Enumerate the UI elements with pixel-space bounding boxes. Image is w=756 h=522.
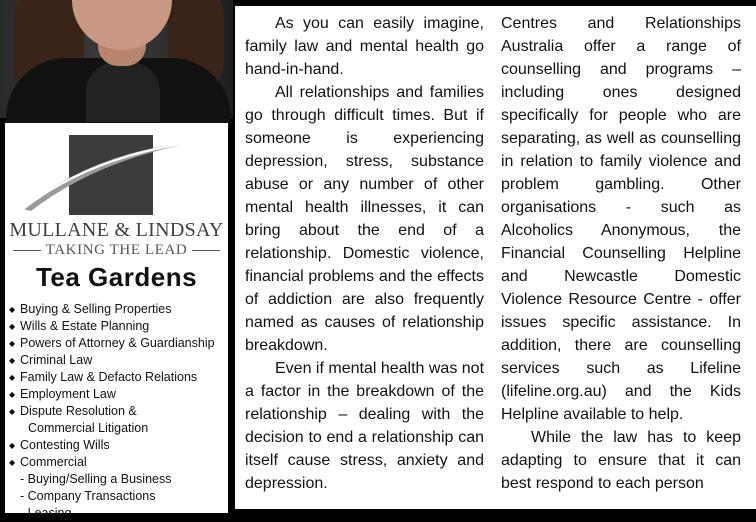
bullet-diamond-icon: ◆: [9, 322, 16, 331]
article: [235, 6, 756, 509]
service-label: Criminal Law: [20, 353, 93, 367]
service-label: Commercial Litigation: [28, 421, 149, 435]
service-item: [9, 301, 229, 318]
service-item: [9, 318, 229, 335]
service-label: - Leasing: [20, 506, 72, 520]
service-label: Buying & Selling Properties: [20, 302, 172, 316]
service-item: [9, 335, 229, 352]
service-label: Contesting Wills: [20, 438, 110, 452]
law-firm-advert: [5, 123, 228, 520]
article-paragraph: Even if mental health was not a factor in the breakdown of the relationship – dealing with the decision to end a relationship can itself cause stress, anxiety and depression.: [245, 360, 485, 492]
bullet-diamond-icon: ◆: [9, 458, 16, 467]
service-label: Wills & Estate Planning: [20, 319, 150, 333]
bullet-diamond-icon: ◆: [9, 305, 16, 314]
bullet-diamond-icon: ◆: [9, 441, 16, 450]
service-item: [9, 437, 229, 454]
office-location: Tea Gardens: [35, 262, 198, 292]
service-item: [9, 488, 229, 505]
service-label: Family Law & Defacto Relations: [20, 370, 198, 384]
bullet-diamond-icon: ◆: [9, 390, 16, 399]
service-item: [9, 505, 229, 522]
bullet-diamond-icon: ◆: [9, 373, 16, 382]
service-item: [9, 386, 229, 403]
service-item: [9, 369, 229, 386]
article-paragraph: As you can easily imagine, family law and mental health go hand-in-hand.: [245, 15, 484, 78]
service-label: Dispute Resolution &: [20, 404, 137, 418]
service-label: Employment Law: [20, 387, 116, 401]
tagline-rule-left: [13, 250, 41, 251]
article-paragraph: While the law has to keep adapting to ensure that it can best respond to each person: [501, 429, 741, 492]
portrait-photo: [0, 0, 233, 118]
article-column-right: [501, 12, 741, 495]
service-label: - Company Transactions: [20, 489, 156, 503]
service-item: [9, 471, 229, 488]
bullet-diamond-icon: ◆: [9, 356, 16, 365]
tagline-rule-right: [192, 250, 220, 251]
firm-name: MULLANE & LINDSAY: [9, 219, 224, 241]
service-label: Powers of Attorney & Guardianship: [20, 336, 215, 350]
service-item: [9, 420, 229, 437]
services-list: [9, 301, 229, 522]
tagline-row: [13, 241, 220, 259]
service-label: Commercial: [20, 455, 87, 469]
service-label: - Buying/Selling a Business: [20, 472, 172, 486]
tagline: TAKING THE LEAD: [45, 241, 188, 258]
mullane-lindsay-logo-mark-icon: [5, 123, 228, 218]
article-column-left: [245, 12, 484, 495]
bullet-diamond-icon: ◆: [9, 407, 16, 416]
service-item: [9, 352, 229, 369]
article-paragraph: All relationships and families go through difficult times. But if someone is experiencing depression, stress, substance abuse or any number of other mental health illnesses, it can bring about the end of a relationship. Domestic violence, financial problems and the effects of addiction are also frequently named as causes of relationship breakdown.: [245, 84, 484, 354]
bullet-diamond-icon: ◆: [9, 339, 16, 348]
article-paragraph: Centres and Relationships Australia offer a range of counselling and programs – including ones designed specifically for people who are separating, as well as counselling in relation to family violence and problem gambling. Other organisations - such as Alcoholics Anonymous, the Financial Counselling Helpline and Newcastle Domestic Violence Resource Centre - offer issues specific assistance. In addition, there are counselling services such as Lifeline (lifeline.org.au) and the Kids Helpline available to help.: [501, 15, 741, 423]
service-item: [9, 403, 229, 420]
service-item: [9, 454, 229, 471]
